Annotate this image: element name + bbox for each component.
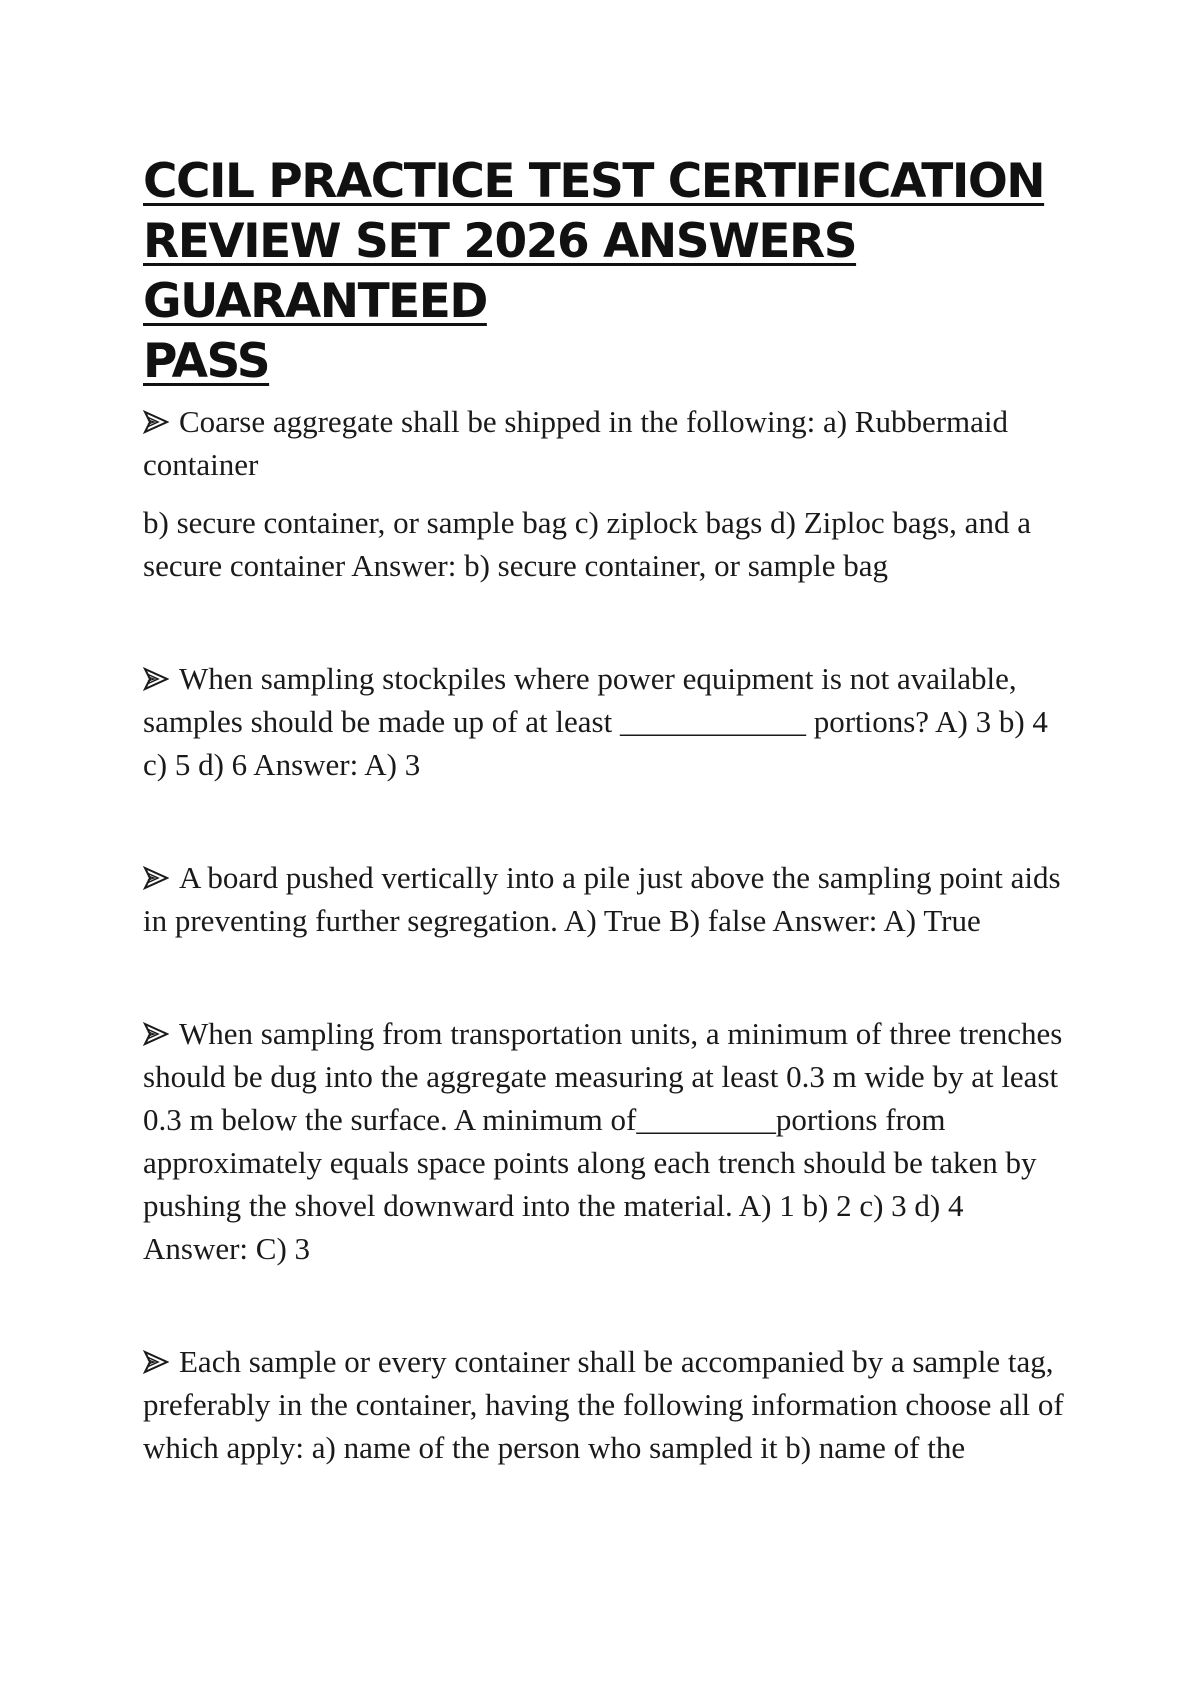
answer-text: b) secure container, or sample bag c) ziplock bags d) Ziploc bags, and a secure container Answer: b) secure container, or sample bag — [143, 505, 1031, 583]
question-text: Each sample or every container shall be accompanied by a sample tag, preferably in the container, having the following information choose all of which apply: a) name of the person who sampled it b) name of the — [143, 1344, 1064, 1465]
title-line-text: PASS — [143, 334, 270, 389]
question-text: Coarse aggregate shall be shipped in the following: a) Rubbermaid container — [143, 404, 1009, 482]
question-text: When sampling from transportation units, a minimum of three trenches should be dug into the aggregate measuring at least 0.3 m wide by at least 0.3 m below the surface. A minimum of_________portions from approximately equals space points along each trench should be taken by pushing the shovel downward into the material. A) 1 b) 2 c) 3 d) 4 Answer: C) 3 — [143, 1016, 1063, 1266]
question-item — [143, 856, 1073, 942]
title-line — [143, 212, 1103, 332]
title-line-text: CCIL PRACTICE TEST CERTIFICATION — [143, 154, 1045, 209]
title-line — [143, 332, 1103, 392]
arrowhead-bullet-icon — [143, 666, 169, 692]
arrowhead-bullet-icon — [143, 865, 169, 891]
arrowhead-bullet-icon — [143, 1021, 169, 1047]
question-item — [143, 657, 1073, 786]
question-text: A board pushed vertically into a pile just above the sampling point aids in preventing further segregation. A) True B) false Answer: A) True — [143, 860, 1061, 938]
question-paragraph — [143, 1340, 1073, 1469]
question-list — [143, 400, 1073, 1484]
question-text: When sampling stockpiles where power equipment is not available, samples should be made up of at least ____________ portions? A) 3 b) 4 c) 5 d) 6 Answer: A) 3 — [143, 661, 1048, 782]
title-line — [143, 152, 1103, 212]
document-title — [143, 152, 1103, 392]
arrowhead-bullet-icon — [143, 409, 169, 435]
question-paragraph — [143, 856, 1073, 942]
title-line-text: REVIEW SET 2026 ANSWERS GUARANTEED — [143, 214, 857, 329]
arrowhead-bullet-icon — [143, 1349, 169, 1375]
question-paragraph — [143, 1012, 1073, 1270]
question-paragraph — [143, 657, 1073, 786]
question-item — [143, 1012, 1073, 1270]
question-item — [143, 400, 1073, 587]
question-item — [143, 1340, 1073, 1469]
question-paragraph — [143, 400, 1073, 486]
question-paragraph — [143, 501, 1073, 587]
